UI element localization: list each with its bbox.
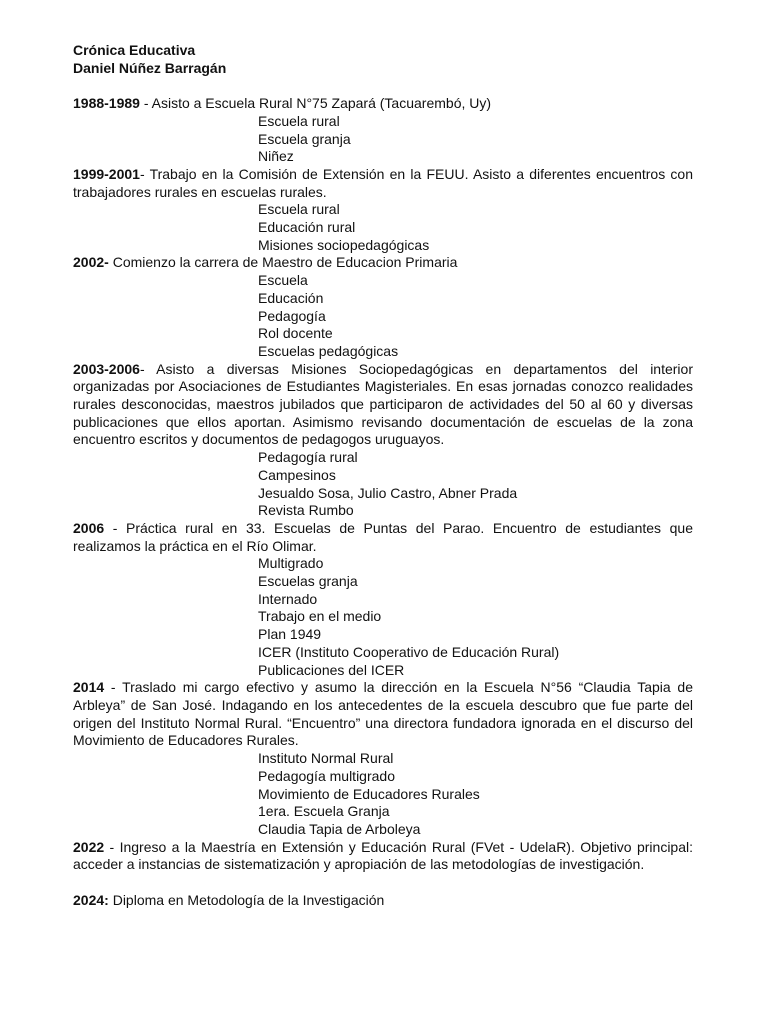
entry-paragraph: [73, 520, 693, 555]
entry-year: 2002-: [73, 254, 109, 271]
entry-keyword: Plan 1949: [258, 626, 322, 643]
entry-keyword: Escuela granja: [258, 130, 351, 147]
entry-paragraph: [73, 679, 693, 750]
entry-text: Diploma en Metodología de la Investigación: [108, 891, 385, 908]
entry-text: Comienzo la carrera de Maestro de Educacion Primaria: [108, 254, 458, 271]
entry-text: - Ingreso a la Maestría en Extensión y Educación Rural (FVet - UdelaR). Objetivo principal: acceder a instancias de sistematización y apropiación de las metodologías de investigación.: [73, 838, 693, 873]
entry-keyword: 1era. Escuela Granja: [258, 803, 390, 820]
entry-text: - Asisto a diversas Misiones Sociopedagógicas en departamentos del interior organizadas por Asociaciones de Estudiantes Magisteriales. En esas jornadas conozco realidades rurales desconocidas, maestros jubilados que participaron de actividades del 50 al 60 y diversas publicaciones que ellos aportan. Asimismo revisando documentación de escuelas de la zona encuentro escritos y documentos de pedagogos uruguayos.: [73, 360, 693, 448]
entry-keyword: Multigrado: [258, 555, 324, 572]
timeline-entry: [73, 361, 693, 520]
entry-paragraph: [73, 166, 693, 201]
entry-year: 1999-2001: [73, 165, 140, 182]
entry-keyword: Pedagogía: [258, 307, 326, 324]
spacer: [73, 874, 693, 892]
entry-keyword: Escuela rural: [258, 201, 340, 218]
entry-year: 2003-2006: [73, 360, 140, 377]
entry-paragraph: [73, 254, 693, 272]
entry-keyword: Campesinos: [258, 466, 336, 483]
entry-keyword: Claudia Tapia de Arboleya: [258, 820, 421, 837]
entry-keyword: Niñez: [258, 148, 294, 165]
entry-keyword: Pedagogía multigrado: [258, 767, 395, 784]
timeline-entry: [73, 839, 693, 874]
entry-year: 1988-1989: [73, 95, 140, 112]
entry-keyword: Publicaciones del ICER: [258, 661, 405, 678]
entry-keyword: Escuela: [258, 272, 308, 289]
entry-keyword: Escuelas granja: [258, 573, 358, 590]
timeline-entry: [73, 254, 693, 360]
entry-keyword: Rol docente: [258, 325, 333, 342]
entry-text: - Práctica rural en 33. Escuelas de Puntas del Parao. Encuentro de estudiantes que realizamos la práctica en el Río Olimar.: [73, 519, 693, 554]
entry-year: 2024:: [73, 891, 109, 908]
entry-year: 2022: [73, 838, 105, 855]
entry-text: - Trabajo en la Comisión de Extensión en la FEUU. Asisto a diferentes encuentros con trabajadores rurales en escuelas rurales.: [73, 165, 693, 200]
entry-year: 2006: [73, 519, 105, 536]
entry-year: 2014: [73, 679, 105, 696]
entry-keyword: Escuelas pedagógicas: [258, 342, 399, 359]
timeline-entry: [73, 679, 693, 838]
entry-text: - Asisto a Escuela Rural N°75 Zapará (Tacuarembó, Uy): [139, 95, 492, 112]
entry-keyword: ICER (Instituto Cooperativo de Educación Rural): [258, 643, 560, 660]
entries-list: [73, 95, 693, 909]
entry-keyword: Instituto Normal Rural: [258, 750, 394, 767]
entry-keyword: Revista Rumbo: [258, 502, 354, 519]
document-author: Daniel Núñez Barragán: [73, 59, 227, 76]
timeline-entry: [73, 166, 693, 255]
entry-keyword: Internado: [258, 590, 318, 607]
spacer: [73, 77, 693, 95]
entry-paragraph: [73, 361, 693, 450]
entry-keyword: Trabajo en el medio: [258, 608, 382, 625]
document-title: Crónica Educativa: [73, 42, 196, 58]
entry-keyword: Educación rural: [258, 219, 356, 236]
entry-keyword: Educación: [258, 289, 324, 306]
entry-keyword: Pedagogía rural: [258, 449, 358, 466]
entry-keyword: Jesualdo Sosa, Julio Castro, Abner Prada: [258, 484, 518, 501]
entry-paragraph: [73, 95, 693, 113]
entry-keyword: Escuela rural: [258, 112, 340, 129]
entry-paragraph: [73, 892, 693, 910]
entry-paragraph: [73, 839, 693, 874]
document-page: [73, 42, 693, 909]
entry-keyword: Misiones sociopedagógicas: [258, 236, 430, 253]
timeline-entry: [73, 892, 693, 910]
timeline-entry: [73, 520, 693, 679]
entry-text: - Traslado mi cargo efectivo y asumo la dirección en la Escuela N°56 “Claudia Tapia de Arbleya” de San José. Indagando en los antecedentes de la escuela descubro que fue parte del origen del Instituto Normal Rural. “Encuentro” una directora fundadora ignorada en el discurso del Movimiento de Educadores Rurales.: [73, 679, 693, 749]
entry-keyword: Movimiento de Educadores Rurales: [258, 785, 480, 802]
timeline-entry: [73, 95, 693, 166]
